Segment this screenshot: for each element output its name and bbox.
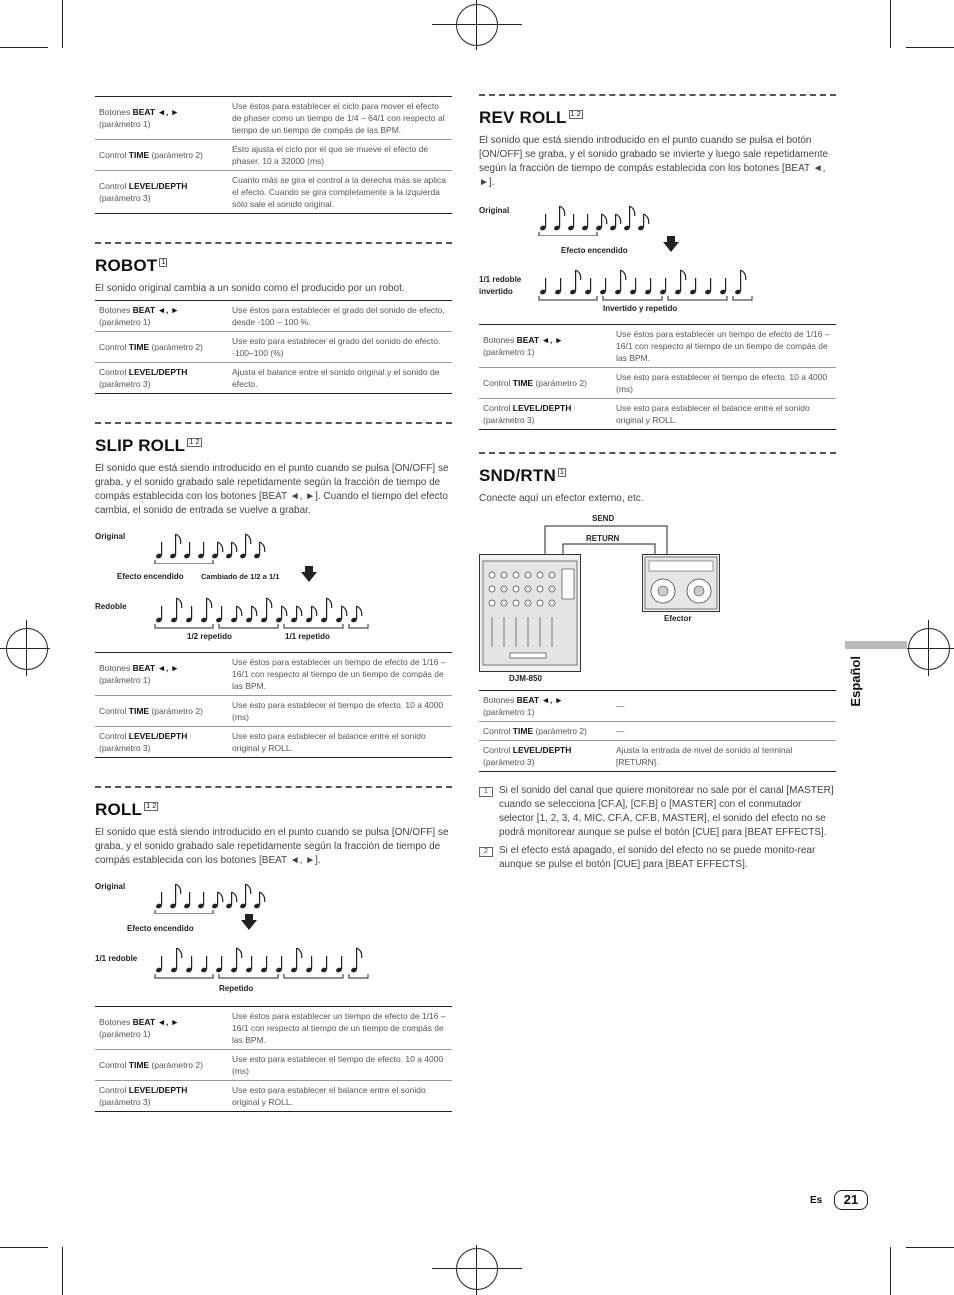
param-row	[95, 696, 452, 727]
notes-original	[153, 526, 283, 564]
crop-mark	[890, 1247, 891, 1295]
rev-roll-heading: REV ROLL $^{1 2}$	[479, 108, 581, 127]
registration-mark	[908, 628, 950, 670]
param-value: Ajusta la entrada de nivel de sonido al terminal [RETURN].	[612, 741, 836, 772]
crop-mark	[0, 47, 48, 48]
return-label: RETURN	[586, 534, 620, 543]
crop-mark	[0, 1247, 48, 1248]
note-icon	[275, 606, 286, 623]
note-icon	[305, 606, 316, 623]
repeat-bracket	[539, 296, 597, 300]
registration-line	[476, 1245, 477, 1295]
repeat-bracket	[155, 560, 213, 564]
note-icon	[197, 542, 204, 559]
note-icon	[200, 598, 211, 623]
diagram-label-original: Original	[95, 532, 126, 541]
diagram-label-effect-on: Efecto encendido	[561, 246, 628, 255]
note-icon	[170, 948, 181, 973]
repeat-bracket	[219, 624, 278, 628]
note-icon	[197, 892, 204, 909]
effector-drawing	[643, 555, 719, 611]
param-key: Botones BEAT ◄, ► (parámetro 1)	[95, 301, 228, 332]
registration-line	[476, 0, 477, 50]
param-value: Use esto para establecer el tiempo de efecto. 10 a 4000 (ms)	[228, 696, 452, 727]
note-icon	[553, 206, 564, 231]
note-icon	[225, 892, 236, 909]
note-icon	[567, 214, 574, 231]
param-value: —	[612, 722, 836, 741]
param-value: Use éstos para establecer un tiempo de efecto de 1/16 – 16/1 con respecto al tiempo de un tiempo de compás de las BPM.	[228, 1007, 452, 1050]
param-value: Esto ajusta el ciclo por el que se mueve el efecto de phaser. 10 a 32000 (ms)	[228, 140, 452, 171]
arrow-down-icon	[301, 572, 317, 582]
note-icon	[644, 278, 651, 295]
note-icon	[155, 542, 162, 559]
note-icon	[185, 956, 192, 973]
left-column	[95, 96, 452, 1112]
note-icon	[183, 892, 190, 909]
note-icon	[704, 278, 711, 295]
notes-original	[537, 198, 667, 236]
note-icon	[623, 206, 634, 231]
param-key: Botones BEAT ◄, ► (parámetro 1)	[95, 97, 228, 140]
note-icon	[305, 956, 312, 973]
slip-roll-heading: SLIP ROLL $^{1 2}$	[95, 436, 200, 455]
diagram-label-effect-on: Efecto encendido	[117, 572, 184, 581]
registration-line	[432, 1268, 522, 1269]
note-icon	[260, 956, 267, 973]
note-icon	[211, 892, 222, 909]
repeat-bracket	[155, 910, 213, 914]
registration-mark	[6, 628, 48, 670]
note-icon	[275, 956, 282, 973]
note-icon	[230, 948, 241, 973]
crop-mark	[906, 47, 954, 48]
repeat-bracket	[284, 974, 343, 978]
page-language: Es	[810, 1195, 823, 1206]
note-icon	[239, 884, 250, 909]
diagram-label-original: Original	[95, 882, 126, 891]
param-row	[479, 741, 836, 772]
note-icon	[239, 534, 250, 559]
footnote-text: Si el efecto está apagado, el sonido del efecto no se puede monito-rear aunque se pulse el botón [CUE] para [BEAT EFFECTS].	[499, 845, 816, 870]
param-row	[479, 691, 836, 722]
param-key: Control LEVEL/DEPTH (parámetro 3)	[479, 741, 612, 772]
param-value: Use esto para establecer el balance entre el sonido original y ROLL.	[228, 1081, 452, 1112]
repeat-bracket	[349, 624, 368, 628]
note-icon	[569, 270, 580, 295]
param-row	[479, 399, 836, 430]
param-key: Botones BEAT ◄, ► (parámetro 1)	[95, 1007, 228, 1050]
note-icon	[225, 542, 236, 559]
footnote-number: 1	[479, 787, 493, 797]
param-value: Use esto para establecer el balance entre el sonido original y ROLL.	[228, 727, 452, 758]
note-icon	[169, 534, 180, 559]
param-row	[95, 332, 452, 363]
note-icon	[335, 956, 342, 973]
section-divider	[95, 786, 452, 788]
note-icon	[320, 598, 331, 623]
snd-rtn-heading: SND/RTN $^1$	[479, 466, 565, 485]
snd-rtn-diagram	[479, 514, 836, 690]
registration-line	[928, 620, 929, 676]
param-row	[95, 1081, 452, 1112]
mixer-image	[479, 554, 581, 672]
repeat-bracket	[219, 974, 278, 978]
param-value: Use éstos para establecer el grado del sonido de efecto, desde -100 – 100 %.	[228, 301, 452, 332]
phaser-table	[95, 96, 452, 214]
param-value: Use éstos para establecer un tiempo de efecto de 1/16 – 16/1 con respecto al tiempo de un tiempo de compás de las BPM.	[612, 325, 836, 368]
repeat-bracket	[284, 624, 343, 628]
note-icon	[169, 884, 180, 909]
param-row	[95, 171, 452, 214]
param-key: Botones BEAT ◄, ► (parámetro 1)	[479, 691, 612, 722]
section-divider	[95, 242, 452, 244]
note-icon	[215, 606, 222, 623]
slip-roll-description: El sonido que está siendo introducido en el punto cuando se pulsa [ON/OFF] se graba, y el sonido grabado sale repetidamente según la fracción de tiempo de compás establecida con los botones [BEAT ◄, ►]. Cuando el tiempo del efecto cambia, el sonido de entrada se vuelve a grabar.	[95, 463, 449, 516]
param-value: Use esto para establecer el balance entre el sonido original y ROLL.	[612, 399, 836, 430]
section-divider	[479, 94, 836, 96]
param-key: Control LEVEL/DEPTH (parámetro 3)	[95, 727, 228, 758]
registration-line	[904, 648, 954, 649]
diagram-label-change: Cambiado de 1/2 a 1/1	[201, 572, 280, 581]
note-icon	[253, 542, 264, 559]
note-icon	[211, 542, 222, 559]
param-key: Control TIME (parámetro 2)	[95, 332, 228, 363]
snd-rtn-table	[479, 690, 836, 772]
section-divider	[479, 452, 836, 454]
note-icon	[674, 270, 685, 295]
notes-redoble	[153, 590, 373, 630]
note-icon	[260, 598, 271, 623]
footnotes	[479, 784, 836, 872]
registration-mark	[456, 4, 498, 46]
note-icon	[689, 278, 696, 295]
notes-redoble	[537, 262, 757, 302]
notes-redoble	[153, 940, 373, 980]
note-icon	[719, 278, 726, 295]
param-value: Ajusta el balance entre el sonido original y el sonido de efecto.	[228, 363, 452, 394]
note-icon	[350, 606, 361, 623]
registration-mark	[456, 1248, 498, 1290]
mixer-label: DJM-850	[509, 674, 542, 683]
note-icon	[215, 956, 222, 973]
rev-roll-description: El sonido que está siendo introducido en el punto cuando se pulsa el botón [ON/OFF] se graba, y el sonido grabado se invierte y luego sale repetidamente según la fracción de tiempo de compás establecida con los botones [BEAT ◄, ►].	[479, 135, 829, 188]
param-key: Botones BEAT ◄, ► (parámetro 1)	[479, 325, 612, 368]
diagram-label-repeated: Repetido	[219, 984, 254, 993]
param-value: Use éstos para establecer el ciclo para mover el efecto de phaser como un tiempo de 1/4 – 64/1 con respecto al tiempo de un tiempo de compás de las BPM.	[228, 97, 452, 140]
crop-mark	[62, 0, 63, 48]
note-icon	[170, 598, 181, 623]
param-key: Control TIME (parámetro 2)	[479, 368, 612, 399]
param-row	[95, 653, 452, 696]
effector-label: Efector	[664, 614, 692, 623]
roll-diagram	[95, 876, 452, 1006]
param-key: Control TIME (parámetro 2)	[479, 722, 612, 741]
param-row	[479, 325, 836, 368]
repeat-bracket	[668, 296, 727, 300]
param-key: Control TIME (parámetro 2)	[95, 140, 228, 171]
notes-original	[153, 876, 283, 914]
param-value: Use esto para establecer el tiempo de efecto. 10 a 4000 (ms)	[228, 1050, 452, 1081]
note-icon	[320, 956, 327, 973]
param-row	[95, 140, 452, 171]
note-icon	[609, 214, 620, 231]
diagram-label-inverted: Invertido y repetido	[603, 304, 678, 313]
crop-mark	[890, 0, 891, 48]
diagram-label-half-repeat: 1/2 repetido	[187, 632, 232, 641]
param-value: Use esto para establecer el grado del sonido de efecto. -100–100 (%)	[228, 332, 452, 363]
diagram-label-redoble: Redoble	[95, 602, 127, 611]
robot-heading: ROBOT $^1$	[95, 256, 166, 275]
diagram-label-original: Original	[479, 206, 510, 215]
param-key: Control LEVEL/DEPTH (parámetro 3)	[95, 363, 228, 394]
rev-roll-table	[479, 324, 836, 430]
roll-heading: ROLL $^{1 2}$	[95, 800, 157, 819]
diagram-label-full-repeat: 1/1 repetido	[285, 632, 330, 641]
param-value: —	[612, 691, 836, 722]
param-row	[95, 301, 452, 332]
note-icon	[245, 606, 256, 623]
note-icon	[200, 956, 207, 973]
param-row	[95, 1007, 452, 1050]
note-icon	[290, 948, 301, 973]
crop-mark	[62, 1247, 63, 1295]
registration-line	[26, 620, 27, 676]
arrow-down-icon	[663, 242, 679, 252]
note-icon	[637, 214, 648, 231]
note-icon	[290, 606, 301, 623]
repeat-bracket	[155, 974, 213, 978]
footnote	[479, 784, 836, 840]
mixer-drawing	[480, 555, 580, 671]
footnote-text: Si el sonido del canal que quiere monitorear no sale por el canal [MASTER] cuando se selecciona [CF.A], [CF.B] o [MASTER] con el conmutador selector [1, 2, 3, 4, MIC, CF.A, CF.B, MASTER], el sonido del efecto no se podrá monitorear aunque se pulse el botón [CUE] para [BEAT EFFECTS].	[499, 785, 834, 838]
right-column	[479, 94, 836, 876]
language-tab	[845, 641, 907, 649]
param-row	[479, 368, 836, 399]
note-icon	[335, 606, 346, 623]
note-icon	[581, 214, 588, 231]
param-key: Botones BEAT ◄, ► (parámetro 1)	[95, 653, 228, 696]
roll-table	[95, 1006, 452, 1112]
param-value: Use éstos para establecer un tiempo de efecto de 1/16 – 16/1 con respecto al tiempo de un tiempo de compás de las BPM.	[228, 653, 452, 696]
snd-rtn-description: Conecte aquí un efector externo, etc.	[479, 493, 644, 504]
rev-roll-diagram	[479, 198, 836, 324]
footnote-number: 2	[479, 847, 493, 857]
note-icon	[155, 956, 162, 973]
note-icon	[599, 278, 606, 295]
note-icon	[253, 892, 264, 909]
note-icon	[554, 278, 561, 295]
registration-line	[432, 24, 522, 25]
note-icon	[659, 278, 666, 295]
slip-roll-diagram	[95, 526, 452, 652]
section-divider	[95, 422, 452, 424]
footnote	[479, 844, 836, 872]
roll-description: El sonido que está siendo introducido en el punto cuando se pulsa [ON/OFF] se graba, y el sonido grabado sale repetidamente según la fracción de tiempo de compás establecida con los botones [BEAT ◄, ►].	[95, 827, 449, 866]
param-row	[95, 727, 452, 758]
slip-roll-table	[95, 652, 452, 758]
note-icon	[350, 948, 361, 973]
note-icon	[155, 606, 162, 623]
note-icon	[629, 278, 636, 295]
note-icon	[185, 606, 192, 623]
note-icon	[230, 606, 241, 623]
param-key: Control TIME (parámetro 2)	[95, 696, 228, 727]
repeat-bracket	[349, 974, 368, 978]
arrow-down-icon	[241, 920, 257, 930]
param-key: Control TIME (parámetro 2)	[95, 1050, 228, 1081]
repeat-bracket	[603, 296, 662, 300]
effector-image	[642, 554, 720, 612]
robot-description: El sonido original cambia a un sonido como el producido por un robot.	[95, 283, 405, 294]
param-value: Cuanto más se gira el control a la derecha más se aplica el efecto. Cuando se gira completamente a la izquierda sólo sale el sonido original.	[228, 171, 452, 214]
param-row	[95, 363, 452, 394]
diagram-label-redoble: 1/1 redoble	[95, 954, 138, 963]
language-label: Español	[848, 656, 863, 707]
param-key: Control LEVEL/DEPTH (parámetro 3)	[95, 171, 228, 214]
registration-line	[0, 648, 50, 649]
note-icon	[734, 270, 745, 295]
note-icon	[539, 214, 546, 231]
param-row	[95, 97, 452, 140]
send-label: SEND	[592, 514, 615, 523]
param-row	[95, 1050, 452, 1081]
repeat-bracket	[539, 232, 597, 236]
note-icon	[584, 278, 591, 295]
param-key: Control LEVEL/DEPTH (parámetro 3)	[479, 399, 612, 430]
param-value: Use esto para establecer el tiempo de efecto. 10 a 4000 (ms)	[612, 368, 836, 399]
robot-table	[95, 300, 452, 394]
param-key: Control LEVEL/DEPTH (parámetro 3)	[95, 1081, 228, 1112]
note-icon	[539, 278, 546, 295]
repeat-bracket	[155, 624, 213, 628]
note-icon	[595, 214, 606, 231]
diagram-label-redoble: 1/1 redoble invertido	[479, 275, 522, 296]
note-icon	[183, 542, 190, 559]
repeat-bracket	[733, 296, 752, 300]
crop-mark	[906, 1247, 954, 1248]
note-icon	[614, 270, 625, 295]
page-number: 21	[834, 1190, 868, 1210]
note-icon	[245, 956, 252, 973]
diagram-label-effect-on: Efecto encendido	[127, 924, 194, 933]
param-row	[479, 722, 836, 741]
note-icon	[155, 892, 162, 909]
